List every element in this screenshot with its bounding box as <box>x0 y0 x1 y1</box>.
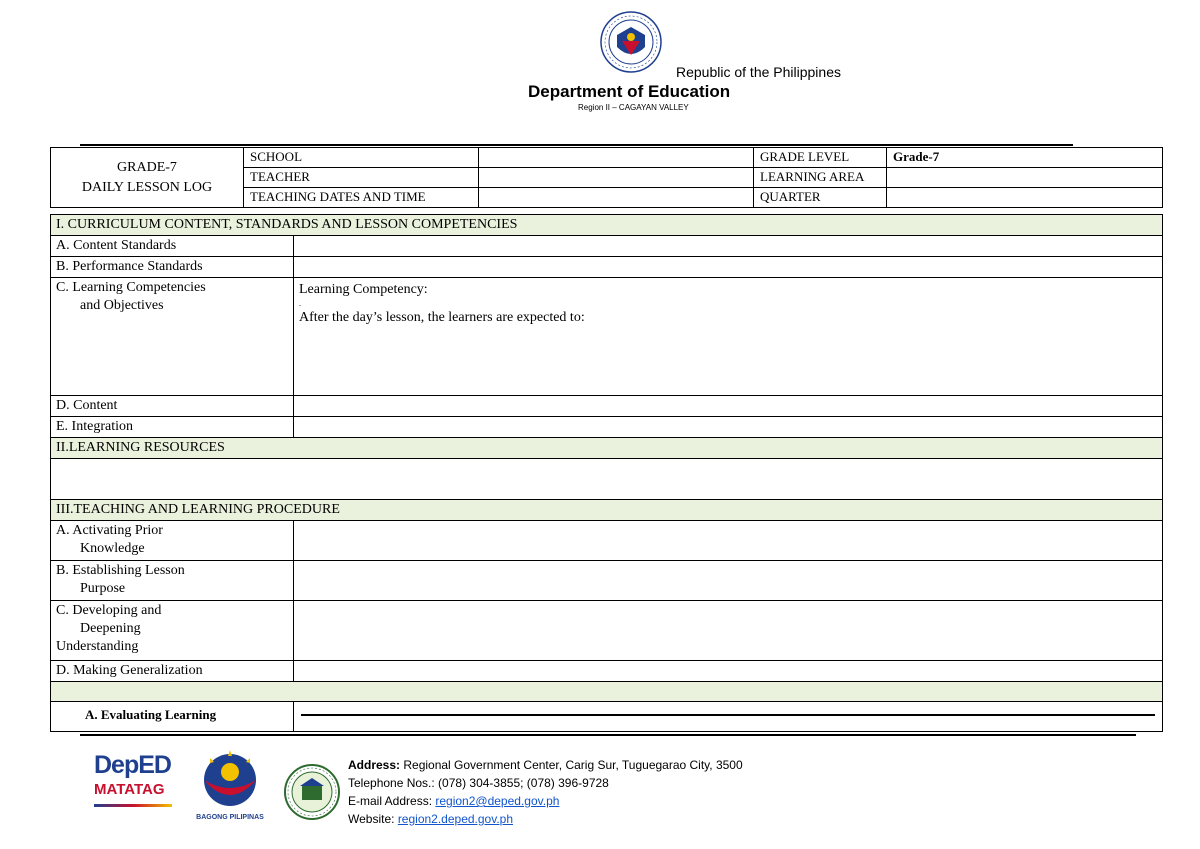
header-divider <box>80 144 1073 146</box>
teacher-value[interactable] <box>479 168 754 188</box>
matatag-text: MATATAG <box>94 781 165 798</box>
bagong-pilipinas-text: BAGONG PILIPINAS <box>196 814 264 821</box>
republic-text: Republic of the Philippines <box>676 64 841 80</box>
school-label: SCHOOL <box>244 148 479 168</box>
teacher-label: TEACHER <box>244 168 479 188</box>
section-resources-title: II.LEARNING RESOURCES <box>51 438 1163 459</box>
dll-title <box>51 148 244 208</box>
footer-address <box>348 756 743 774</box>
evaluating-label: A. Evaluating Learning <box>51 702 294 732</box>
activating-label-line1: A. Activating Prior <box>56 523 163 538</box>
resources-value[interactable] <box>51 459 1163 500</box>
footer-divider <box>80 734 1136 736</box>
developing-value[interactable] <box>294 601 1163 661</box>
performance-standards-label: B. Performance Standards <box>51 257 294 278</box>
content-standards-label: A. Content Standards <box>51 236 294 257</box>
email-link[interactable]: region2@deped.gov.ph <box>435 794 560 808</box>
objectives-intro-text: After the day’s lesson, the learners are expected to: <box>299 310 585 325</box>
school-value[interactable] <box>479 148 754 168</box>
competencies-label <box>51 278 294 396</box>
establishing-label <box>51 561 294 601</box>
deped-seal-icon <box>600 11 662 73</box>
section-blank-bar <box>51 682 1163 702</box>
learning-competency-text: Learning Competency: <box>299 282 428 297</box>
region-seal-icon <box>284 756 340 828</box>
section-procedure-title: III.TEACHING AND LEARNING PROCEDURE <box>51 500 1163 521</box>
dll-title-grade: GRADE-7 <box>117 159 177 175</box>
lesson-log-table <box>50 214 1163 732</box>
lesson-info-table <box>50 147 1163 208</box>
integration-value[interactable] <box>294 417 1163 438</box>
generalization-value[interactable] <box>294 661 1163 682</box>
evaluating-rule <box>301 714 1155 716</box>
address-value: Regional Government Center, Carig Sur, Tuguegarao City, 3500 <box>400 758 743 772</box>
bagong-pilipinas-emblem-icon <box>190 748 270 808</box>
website-link[interactable]: region2.deped.gov.ph <box>397 812 514 826</box>
content-label: D. Content <box>51 396 294 417</box>
establishing-label-line1: B. Establishing Lesson <box>56 563 185 578</box>
footer-telephone: Telephone Nos.: (078) 304-3855; (078) 396-9728 <box>348 776 609 790</box>
deped-brand-text: DepED <box>94 751 171 779</box>
content-standards-value[interactable] <box>294 236 1163 257</box>
competencies-label-line1: C. Learning Competencies <box>56 280 206 295</box>
dll-title-name: DAILY LESSON LOG <box>81 179 213 195</box>
grade-level-value[interactable]: Grade-7 <box>887 148 1163 168</box>
evaluating-value[interactable] <box>294 702 1163 732</box>
developing-label-line2: Deepening <box>80 621 141 636</box>
website-label: Website: <box>348 812 398 826</box>
developing-label-line3: Understanding <box>56 639 139 654</box>
developing-label <box>51 601 294 661</box>
competencies-value[interactable] <box>294 278 1163 396</box>
generalization-label: D. Making Generalization <box>51 661 294 682</box>
establishing-value[interactable] <box>294 561 1163 601</box>
dates-label: TEACHING DATES AND TIME <box>244 188 479 208</box>
performance-standards-value[interactable] <box>294 257 1163 278</box>
learning-area-label: LEARNING AREA <box>754 168 887 188</box>
quarter-label: QUARTER <box>754 188 887 208</box>
matatag-stripe <box>94 804 172 807</box>
section-curriculum-title: I. CURRICULUM CONTENT, STANDARDS AND LESSON COMPETENCIES <box>51 215 1163 236</box>
integration-label: E. Integration <box>51 417 294 438</box>
footer-contact <box>348 756 743 828</box>
deped-matatag-logo <box>94 750 176 822</box>
developing-label-line1: C. Developing and <box>56 603 162 618</box>
activating-value[interactable] <box>294 521 1163 561</box>
grade-level-label: GRADE LEVEL <box>754 148 887 168</box>
dates-value[interactable] <box>479 188 754 208</box>
competencies-label-line2: and Objectives <box>80 298 164 313</box>
activating-label <box>51 521 294 561</box>
content-value[interactable] <box>294 396 1163 417</box>
address-label: Address: <box>348 758 401 772</box>
department-title: Department of Education <box>528 82 731 101</box>
establishing-label-line2: Purpose <box>80 581 126 596</box>
email-label: E-mail Address: <box>348 794 436 808</box>
competency-dot: . <box>299 299 301 308</box>
region-text: Region II – CAGAYAN VALLEY <box>578 103 689 112</box>
quarter-value[interactable] <box>887 188 1163 208</box>
activating-label-line2: Knowledge <box>80 541 145 556</box>
learning-area-value[interactable] <box>887 168 1163 188</box>
bagong-pilipinas-logo <box>190 748 270 820</box>
footer-email <box>348 792 743 810</box>
footer-website <box>348 810 743 828</box>
